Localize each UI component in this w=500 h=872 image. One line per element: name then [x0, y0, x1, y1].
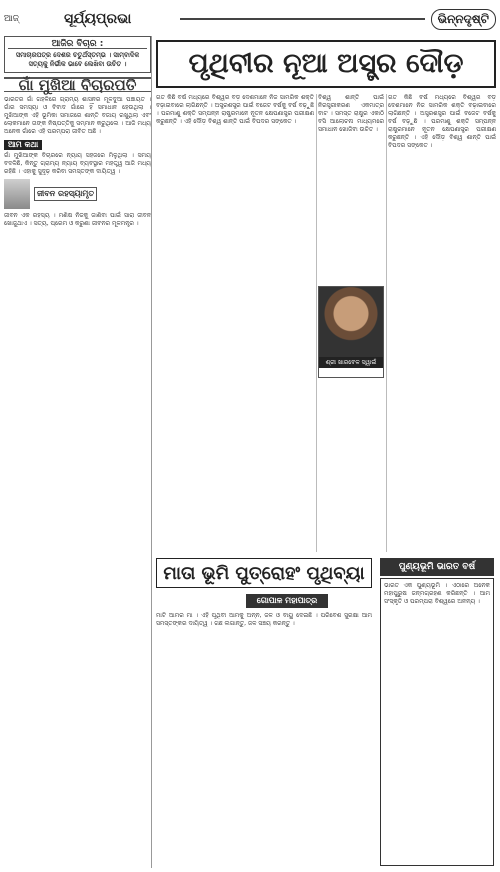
divider: [316, 94, 317, 552]
section-title: ଭିନ୍ନଦୃଷ୍ଟି: [431, 9, 496, 30]
box-text: ଭାରତ ଏକ ପୁଣ୍ୟଭୂମି । ଏଠାରେ ଅନେକ ମହାପୁରୁଷ ଜନ୍ମଗ୍ରହଣ କରିଛନ୍ତି । ଆମ ସଂସ୍କୃତି ଓ ପରମ୍ପରା ବିଶ୍ୱରେ ଅନନ୍ୟ ।: [384, 582, 490, 605]
page-date: ଆଜ୍: [4, 14, 19, 24]
second-headline: ମାତା ଭୂମି ପୁତ୍ରୋହଂ ପୃଥିବ୍ୟା: [156, 558, 372, 588]
story-text: ଭାରତର ଗାଁ ଗହଳିରେ ଗ୍ରାମ୍ୟ ଶାସନର ମୂଳଦୁଆ ପଞ୍ଚାୟତ । ଗାଁର ସମସ୍ୟା ଓ ବିବାଦ ଗାଁରେ ହିଁ ସମାଧାନ ହେଉଥିଲା । ମୁଖିଆଙ୍କ ଏହି ଭୂମିକା ସମାଜରେ ଶାନ୍ତି ବଜାୟ ରଖୁଥିଲା ଏବଂ ଲୋକମାନେ ତାଙ୍କ ନିଷ୍ପତ୍ତିକୁ ସମ୍ମାନ କରୁଥିଲେ । ଆଜି ମଧ୍ୟ ଅନେକ ଗାଁରେ ଏହି ପରମ୍ପରା ଜୀବିତ ଅଛି ।: [4, 96, 151, 135]
thought-text: ସମାଚାରପତ୍ର ଦେଶର ଚତୁର୍ଥସ୍ତମ୍ଭ । ସାମ୍ବାଦିକ ସତ୍ୟକୁ ନିର୍ଭୀକ ଭାବେ ଲେଖିବା ଉଚିତ ।: [15, 51, 140, 68]
thought-title: ଆଜିର ବିଚାର :: [8, 40, 147, 49]
author-name: ଗୋପାଳ ମହାପାତ୍ର: [246, 594, 328, 608]
story-text-2: ଗାଁ ମୁଖିଆଙ୍କ ବିଚାରରେ ନ୍ୟାୟ ସହଜରେ ମିଳୁଥିଲା । ସମୟ ବଦଳିଛି, କିନ୍ତୁ ଗ୍ରାମ୍ୟ ନ୍ୟାୟ ବ୍ୟବସ୍ଥାର ମହତ୍ତ୍ୱ ଆଜି ମଧ୍ୟ ରହିଛି । ଏହାକୁ ସୁଦୃଢ଼ କରିବା ସମସ୍ତଙ୍କ ଦାୟିତ୍ୱ ।: [4, 152, 151, 175]
story-headline: ଗାଁ ମୁଖିଆ ବିଚାରପତି: [4, 77, 151, 92]
article-col-2: [318, 94, 384, 282]
divider: [386, 94, 387, 552]
article-col-3: [388, 94, 496, 552]
column-author-row: [4, 179, 151, 209]
masthead-rule: [180, 18, 425, 20]
box-headline: ପୁଣ୍ୟଭୂମି ଭାରତ ବର୍ଷ: [380, 558, 494, 576]
left-column: [4, 36, 152, 868]
paper-logo: ସୂର୍ଯ୍ୟପ୍ରଭା: [64, 11, 132, 27]
article-text-2: ବିଶ୍ୱ ଶାନ୍ତି ପାଇଁ ନିରସ୍ତ୍ରୀକରଣ ଏକମାତ୍ର ବାଟ । ସମସ୍ତ ରାଷ୍ଟ୍ର ଏକାଠି ବସି ଆଲୋଚନା ମାଧ୍ୟମରେ ସମାଧାନ ଖୋଜିବା ଉଚିତ ।: [318, 94, 384, 133]
thought-box: [4, 36, 151, 73]
author-photo-box: [318, 286, 384, 378]
column-headline: ଜୀବନ ରହସ୍ୟାମୃତ: [34, 187, 97, 201]
article-text: ଗତ କିଛି ବର୍ଷ ମଧ୍ୟରେ ବିଶ୍ୱର ବଡ଼ ଦେଶମାନେ ନିଜ ସାମରିକ ଶକ୍ତି ବଢ଼ାଇବାରେ ଲାଗିଛନ୍ତି । ଅସ୍ତ୍ରଶସ୍ତ୍ର ପାଇଁ ବଜେଟ ବର୍ଷକୁ ବର୍ଷ ବଢ଼ୁଛି । ପରମାଣୁ ଶକ୍ତି ସମ୍ପନ୍ନ ରାଷ୍ଟ୍ରମାନେ ନୂତନ କ୍ଷେପଣାସ୍ତ୍ର ପରୀକ୍ଷଣ କରୁଛନ୍ତି । ଏହି ଦୌଡ଼ ବିଶ୍ୱ ଶାନ୍ତି ପାଇଁ ବିପଦର ସଙ୍କେତ ।: [156, 94, 314, 125]
main-headline: ପୃଥିବୀର ନୂଆ ଅସ୍ତ୍ର ଦୌଡ଼: [156, 40, 496, 88]
sub-article-text: ମାଟି ଆମର ମା । ଏହି ପୃଥିବୀ ଆମକୁ ଅନ୍ନ, ଜଳ ଓ ବାୟୁ ଦେଇଛି । ପରିବେଶ ସୁରକ୍ଷା ଆମ ସମସ୍ତଙ୍କର ଦାୟିତ୍ୱ । ଗଛ ଲଗାନ୍ତୁ, ଜଳ ସଞ୍ଚୟ କରନ୍ତୁ ।: [156, 612, 372, 627]
article-text-3: ଗତ କିଛି ବର୍ଷ ମଧ୍ୟରେ ବିଶ୍ୱର ବଡ଼ ଦେଶମାନେ ନିଜ ସାମରିକ ଶକ୍ତି ବଢ଼ାଇବାରେ ଲାଗିଛନ୍ତି । ଅସ୍ତ୍ରଶସ୍ତ୍ର ପାଇଁ ବଜେଟ ବର୍ଷକୁ ବର୍ଷ ବଢ଼ୁଛି । ପରମାଣୁ ଶକ୍ତି ସମ୍ପନ୍ନ ରାଷ୍ଟ୍ରମାନେ ନୂତନ କ୍ଷେପଣାସ୍ତ୍ର ପରୀକ୍ଷଣ କରୁଛନ୍ତି । ଏହି ଦୌଡ଼ ବିଶ୍ୱ ଶାନ୍ତି ପାଇଁ ବିପଦର ସଙ୍କେତ ।: [388, 94, 496, 149]
masthead: [4, 4, 496, 34]
story-tag: ଆମ କଥା: [4, 140, 42, 150]
box-article: [380, 578, 494, 866]
column-text: ଜୀବନ ଏକ ରହସ୍ୟ । ମଣିଷ ନିଜକୁ ଜାଣିବା ପାଇଁ ସାରା ଜୀବନ ଖୋଜୁଥାଏ । ସତ୍ୟ, ପ୍ରେମ ଓ କରୁଣା ଜୀବନର ମୂଳମନ୍ତ୍ର ।: [4, 212, 151, 227]
author-photo: [319, 287, 383, 357]
author-photo: [4, 179, 30, 209]
photo-caption: ଶ୍ରୀ ଖାରବେଳ ସ୍ୱାଇଁ: [319, 357, 383, 368]
sub-article: [156, 612, 372, 866]
article-col-1: [156, 94, 314, 552]
